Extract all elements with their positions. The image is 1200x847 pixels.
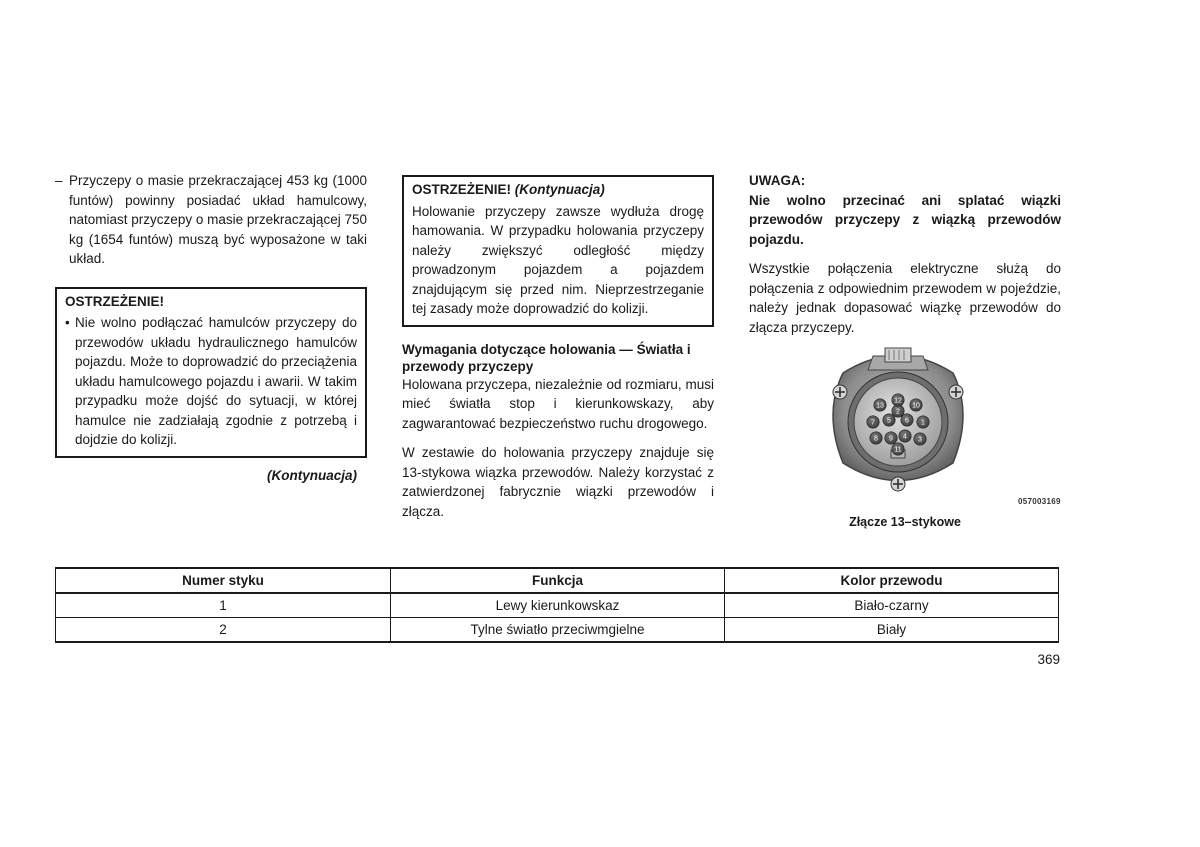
warning-title: OSTRZEŻENIE! [65,293,165,309]
note-title: UWAGA: [749,173,806,188]
warning-text: Holowanie przyczepy zawsze wydłuża drogę hamowania. W przypadku holowania przyczepy należy zwiększyć odległość między prowadzonym pojazdem a pojazdem znajdującym się przed nim. Nieprzestrzeganie tej zasady może doprowadzić do kolizji. [412,203,704,316]
bullet-marker: • [65,315,70,330]
connector-pin-label: 13 [876,402,884,410]
connector-pin-label: 12 [894,397,902,405]
table-row [56,618,1059,643]
paragraph-wiring: W zestawie do holowania przyczepy znajduje się 13-stykowa wiązka przewodów. Należy korzystać z zatwierdzonej fabrycznie wiązki przewodów i złącza. [402,445,714,519]
cell-function: Lewy kierunkowskaz [391,593,725,618]
figure-code: 057003169 [1018,497,1061,506]
header-wire-color: Kolor przewodu [724,568,1058,593]
header-function: Funkcja [391,568,725,593]
connector-illustration [823,338,973,498]
header-pin-number: Numer styku [56,568,391,593]
cell-wire-color: Biało-czarny [724,593,1058,618]
warning-title-continued [412,180,704,200]
warning-bullet-text: Nie wolno podłączać hamulców przyczepy do przewodów układu hydraulicznego hamulców pojazdu. Może to doprowadzić do przeciążenia układu hamulcowego pojazdu i awarii. W takim przypadku może dojść do sytuacji, w której hamulce nie zadziałają zgodnie z potrzebą i dojdzie do kolizji. [75,315,357,447]
table-row [56,593,1059,618]
figure-caption: Złącze 13–stykowe [849,515,961,529]
warning-title-text: OSTRZEŻENIE! [412,182,512,197]
connector-pin-label: 7 [871,419,875,427]
connector-pin-label: 8 [874,435,878,443]
warning-title-suffix: (Kontynuacja) [514,182,605,197]
column-middle [402,175,714,521]
trailer-brake-requirement-text: Przyczepy o masie przekraczającej 453 kg (1000 funtów) powinny posiadać układ hamulcowy, natomiast przyczepy o masie przekraczającej 750 kg (1654 funtów) muszą być wyposażone w taki układ. [69,173,367,266]
page-number: 369 [1037,652,1060,667]
warning-bullet-item [65,313,357,450]
connector-pin-label: 4 [903,433,907,441]
column-left [55,171,367,485]
connector-pin-label: 5 [887,417,891,425]
warning-box-continued [402,175,714,327]
dash-marker: – [55,173,63,188]
connector-pin-label: 1 [921,419,925,427]
trailer-brake-requirement-item [55,171,367,269]
connector-pin-label: 9 [889,435,893,443]
warning-box-brakes [55,287,367,458]
screw-bottom [891,477,905,491]
connector-pin-label: 10 [912,402,920,410]
screw-right [949,385,963,399]
note-text: Wszystkie połączenia elektryczne służą do połączenia z odpowiednim przewodem w pojeździe, należy jednak dopasować wiązkę przewodów do złącza przyczepy. [749,261,1061,335]
connector-pin-label: 3 [918,436,922,444]
pin-function-table [55,567,1059,643]
connector-pin-label: 11 [894,446,902,454]
continued-label: (Kontynuacja) [266,467,357,483]
screw-left [833,385,847,399]
column-right [749,171,1061,337]
connector-13-pin-figure [823,338,973,498]
section-title-lights-wiring: Wymagania dotyczące holowania — Światła i przewody przyczepy [402,341,691,374]
note-bold-text: Nie wolno przecinać ani splatać wiązki przewodów przyczepy z wiązką przewodów pojazdu. [749,192,1061,247]
connector-pin-label: 2 [896,408,900,416]
paragraph-lights: Holowana przyczepa, niezależnie od rozmiaru, musi mieć światła stop i kierunkowskazy, aby zagwarantować bezpieczeństwo ruchu drogowego. [402,376,714,431]
cell-function: Tylne światło przeciwmgielne [391,618,725,643]
table-header-row [56,568,1059,593]
cell-wire-color: Biały [724,618,1058,643]
connector-pin-label: 6 [905,417,909,425]
cell-pin-number: 1 [56,593,391,618]
cell-pin-number: 2 [56,618,391,643]
